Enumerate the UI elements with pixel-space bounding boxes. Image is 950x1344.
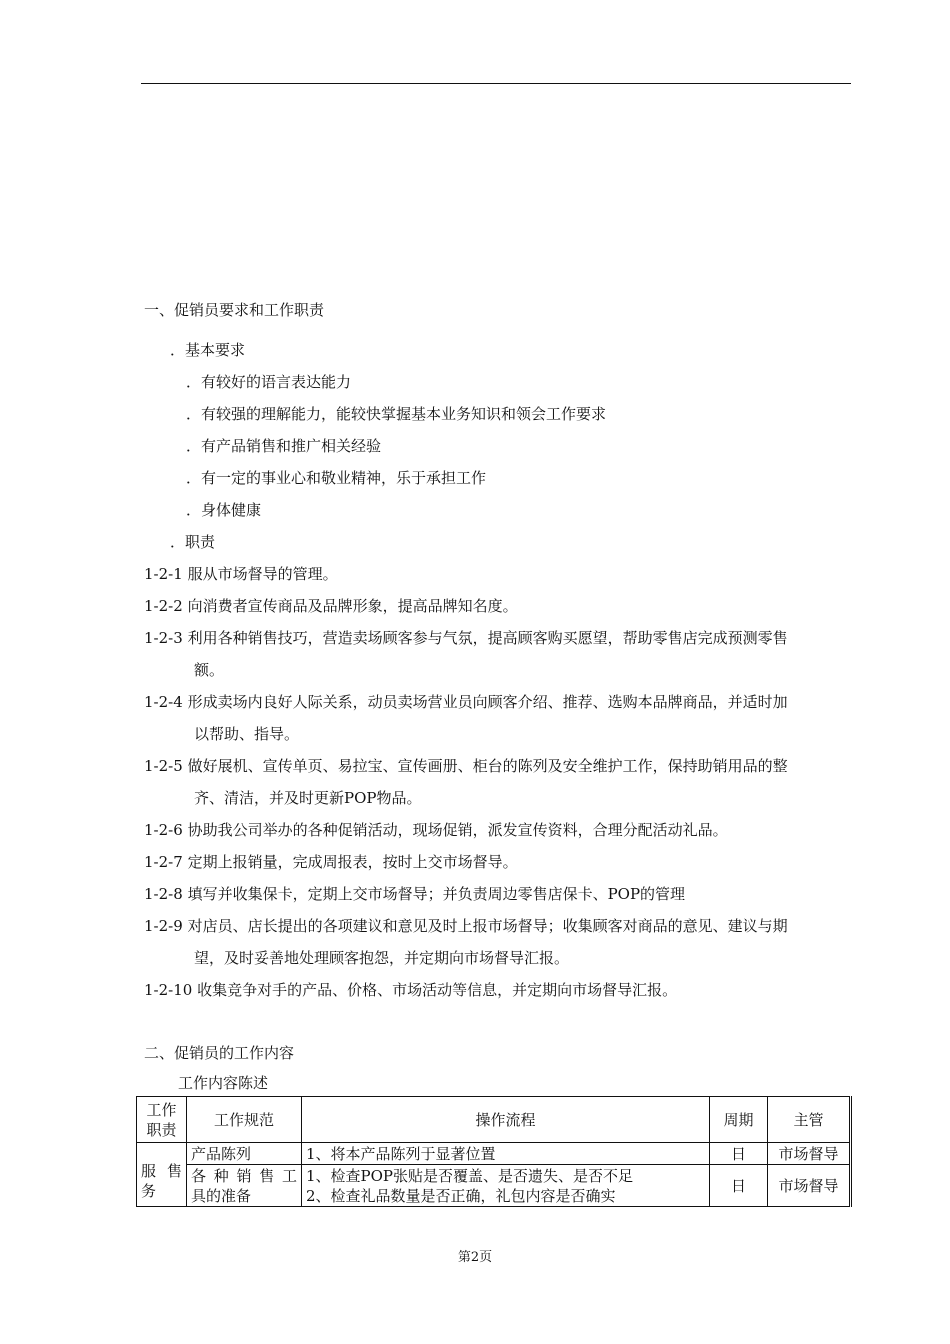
header-norm: 工作规范 xyxy=(187,1097,302,1143)
duty-item xyxy=(144,980,677,1000)
duty-text: 服从市场督导的管理。 xyxy=(187,565,338,583)
duty-number: 1-2-1 xyxy=(144,565,183,583)
duty-cell: 服 售 务 xyxy=(137,1143,187,1207)
duty-text: 形成卖场内良好人际关系，动员卖场营业员向顾客介绍、推荐、选购本品牌商品，并适时加 xyxy=(187,693,788,711)
duty-number: 1-2-6 xyxy=(144,821,183,839)
duty-number: 1-2-2 xyxy=(144,597,183,615)
basic-requirements-heading: ．基本要求 xyxy=(170,341,246,359)
header-duty: 工作 职责 xyxy=(137,1097,187,1143)
process-cell: 1、检查POP张贴是否覆盖、是否遗失、是否不足 2、检查礼品数量是否正确，礼包内容是否确实 xyxy=(302,1165,710,1207)
duty-item xyxy=(144,692,788,712)
duty-text: 协助我公司举办的各种促销活动，现场促销，派发宣传资料，合理分配活动礼品。 xyxy=(187,821,728,839)
duty-text: 做好展机、宣传单页、易拉宝、宣传画册、柜台的陈列及安全维护工作，保持助销用品的整 xyxy=(187,757,788,775)
page-number: 第2页 xyxy=(457,1250,493,1265)
duty-number: 1-2-10 xyxy=(144,981,193,999)
table-row xyxy=(137,1165,851,1207)
duty-text: 利用各种销售技巧，营造卖场顾客参与气氛，提高顾客购买愿望，帮助零售店完成预测零售 xyxy=(187,629,788,647)
section2-subtitle: 工作内容陈述 xyxy=(178,1074,269,1092)
process-cell: 1、将本产品陈列于显著位置 xyxy=(302,1143,710,1165)
header-process: 操作流程 xyxy=(302,1097,710,1143)
duty-number: 1-2-5 xyxy=(144,757,183,775)
duty-number: 1-2-8 xyxy=(144,885,183,903)
duty-text: 对店员、店长提出的各项建议和意见及时上报市场督导；收集顾客对商品的意见、建议与期 xyxy=(187,917,788,935)
header-rule xyxy=(141,83,851,84)
norm-cell: 各种销售工 具的准备 xyxy=(187,1165,302,1207)
duty-text-continued: 以帮助、指导。 xyxy=(194,725,300,743)
duty-number: 1-2-9 xyxy=(144,917,183,935)
section1-title: 一、促销员要求和工作职责 xyxy=(144,301,325,319)
basic-requirement-item: ．有产品销售和推广相关经验 xyxy=(186,437,382,455)
supervisor-cell: 市场督导 xyxy=(768,1165,851,1207)
duty-item xyxy=(144,628,788,648)
duty-item xyxy=(144,852,518,872)
duty-text-continued: 齐、清洁，并及时更新POP物品。 xyxy=(194,789,422,807)
supervisor-cell: 市场督导 xyxy=(768,1143,851,1165)
duty-number: 1-2-7 xyxy=(144,853,183,871)
table-header-row xyxy=(137,1097,851,1143)
duty-text-continued: 额。 xyxy=(194,661,225,679)
duty-text: 向消费者宣传商品及品牌形象，提高品牌知名度。 xyxy=(187,597,518,615)
duties-heading: ．职责 xyxy=(170,533,216,551)
duty-text-continued: 望，及时妥善地处理顾客抱怨，并定期向市场督导汇报。 xyxy=(194,949,570,967)
duty-item xyxy=(144,916,788,936)
duty-item xyxy=(144,564,338,584)
basic-requirement-item: ．有一定的事业心和敬业精神，乐于承担工作 xyxy=(186,469,487,487)
work-content-table xyxy=(136,1096,852,1207)
duty-item xyxy=(144,820,728,840)
basic-requirement-item: ．身体健康 xyxy=(186,501,262,519)
table-row xyxy=(137,1143,851,1165)
duty-number: 1-2-3 xyxy=(144,629,183,647)
period-cell: 日 xyxy=(710,1143,768,1165)
duty-item xyxy=(144,756,788,776)
basic-requirement-item: ．有较好的语言表达能力 xyxy=(186,373,352,391)
duty-text: 收集竞争对手的产品、价格、市场活动等信息，并定期向市场督导汇报。 xyxy=(197,981,678,999)
header-supervisor: 主管 xyxy=(768,1097,851,1143)
duty-text: 填写并收集保卡，定期上交市场督导；并负责周边零售店保卡、POP的管理 xyxy=(187,885,686,903)
duty-number: 1-2-4 xyxy=(144,693,183,711)
period-cell: 日 xyxy=(710,1165,768,1207)
basic-requirement-item: ．有较强的理解能力，能较快掌握基本业务知识和领会工作要求 xyxy=(186,405,607,423)
norm-cell: 产品陈列 xyxy=(187,1143,302,1165)
section2-title: 二、促销员的工作内容 xyxy=(144,1044,295,1062)
header-period: 周期 xyxy=(710,1097,768,1143)
duty-item xyxy=(144,596,518,616)
duty-item xyxy=(144,884,685,904)
duty-text: 定期上报销量，完成周报表，按时上交市场督导。 xyxy=(187,853,518,871)
